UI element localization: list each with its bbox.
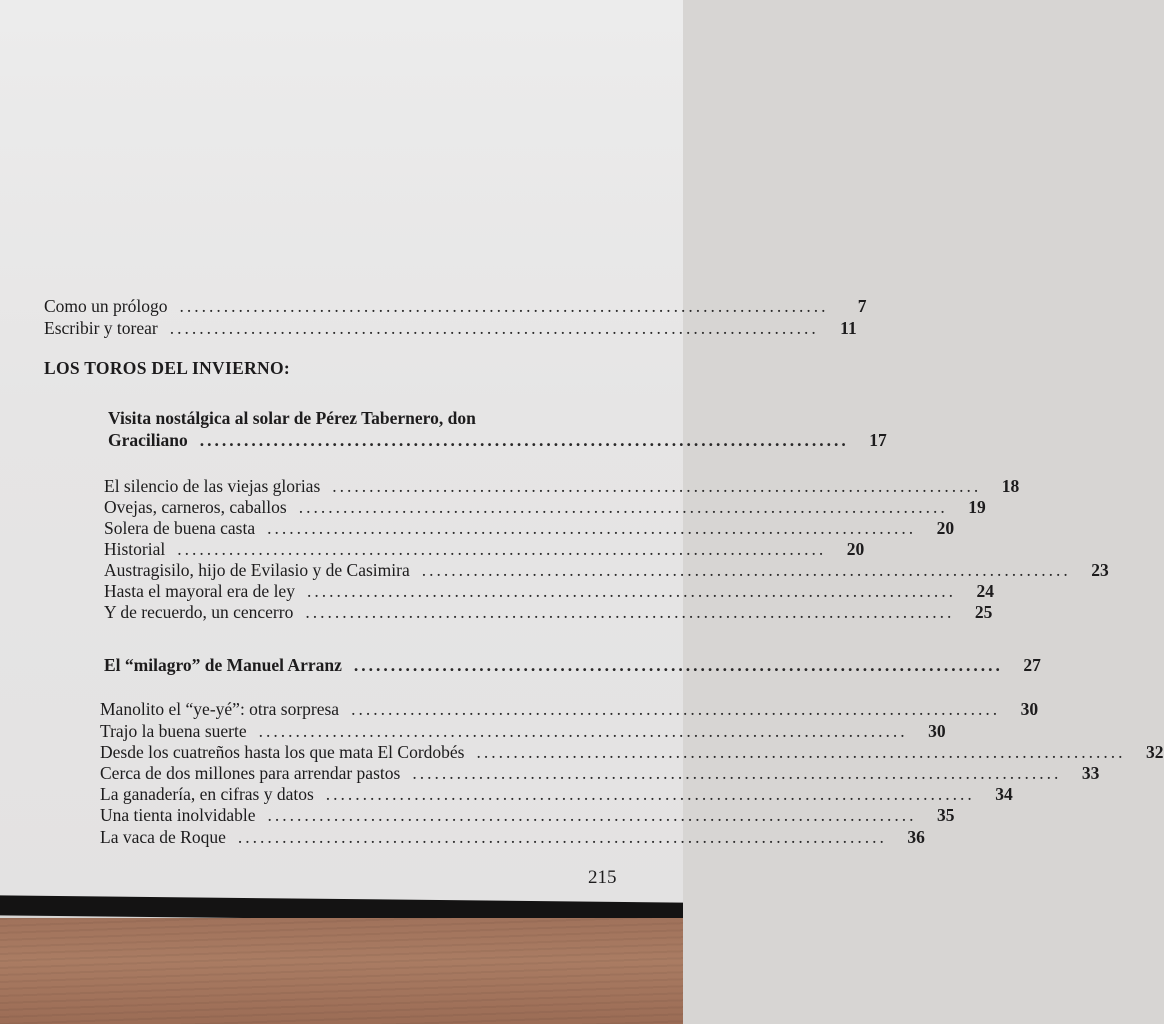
toc-entry [104,560,1109,580]
toc-entry-page: 30 [928,721,946,741]
toc-entry-title: Una tienta inolvidable [100,805,256,825]
toc-entry-page: 25 [974,602,993,622]
chapter-entry [104,655,1041,675]
leader-dots: ........................................................................................ [306,581,956,601]
leader-dots: ........................................................................................ [305,602,955,622]
toc-entry-page: 20 [846,539,865,559]
toc-entry [104,518,955,538]
toc-entry-title: Escribir y torear [44,318,158,338]
toc-entry-title: El silencio de las viejas glorias [104,476,321,496]
toc-entry-page: 30 [1020,699,1039,719]
chapter-title-line: Visita nostálgica al solar de Pérez Tabernero, don [108,408,476,428]
chapter-page: 27 [1023,655,1041,675]
toc-entry-title: Solera de buena casta [104,518,256,538]
toc-entry [100,805,955,825]
leader-dots: ........................................................................................ [169,318,819,338]
toc-entry-title: Como un prólogo [44,296,168,316]
toc-entry [100,699,1039,719]
leader-dots: ........................................................................................ [421,560,1071,580]
toc-entry-title: Ovejas, carneros, caballos [104,497,287,517]
chapter-title: Graciliano [108,430,188,450]
toc-entry [104,476,1020,496]
toc-entry-page: 34 [995,784,1013,804]
chapter-title: El “milagro” de Manuel Arranz [104,655,342,675]
toc-entry [44,318,857,338]
toc-entry-title: Hasta el mayoral era de ley [104,581,295,601]
leader-dots: ........................................................................................ [177,539,827,559]
toc-entry-title: Manolito el “ye-yé”: otra sorpresa [100,699,340,719]
toc-entry [100,742,1164,762]
section-heading: LOS TOROS DEL INVIERNO: [44,358,290,378]
wooden-table-surface [0,918,683,1024]
toc-entry [104,602,993,622]
chapter-entry [108,430,887,450]
leader-dots: ........................................................................................ [267,805,917,825]
toc-entry-title: Trajo la buena suerte [100,721,247,741]
toc-entry [104,581,994,601]
toc-entry-page: 24 [976,581,994,601]
leader-dots: ........................................................................................ [325,784,975,804]
toc-entry-title: Cerca de dos millones para arrendar pastos [100,763,401,783]
toc-entry [100,827,925,847]
toc-entry-title: La ganadería, en cifras y datos [100,784,314,804]
leader-dots: ........................................................................................ [199,430,849,450]
toc-entry-page: 19 [968,497,986,517]
toc-entry-title: La vaca de Roque [100,827,226,847]
toc-entry [104,497,986,517]
leader-dots: ........................................................................................ [258,721,908,741]
leader-dots: ........................................................................................ [353,655,1003,675]
toc-entry-title: Historial [104,539,166,559]
toc-entry [100,763,1100,783]
toc-entry-title: Desde los cuatreños hasta los que mata El Cordobés [100,742,465,762]
leader-dots: ........................................................................................ [267,518,917,538]
leader-dots: ........................................................................................ [237,827,887,847]
toc-entry-title: Austragisilo, hijo de Evilasio y de Casimira [104,560,410,580]
chapter-page: 17 [869,430,887,450]
toc-entry-page: 32 [1146,742,1164,762]
toc-entry-page: 11 [840,318,857,338]
toc-entry-page: 20 [936,518,955,538]
leader-dots: ........................................................................................ [412,763,1062,783]
toc-entry-page: 23 [1091,560,1109,580]
toc-entry [104,539,865,559]
toc-entry-page: 7 [857,296,867,316]
leader-dots: ........................................................................................ [351,699,1001,719]
leader-dots: ........................................................................................ [476,742,1126,762]
toc-entry-page: 33 [1081,763,1100,783]
leader-dots: ........................................................................................ [179,296,829,316]
toc-entry-page: 36 [907,827,925,847]
toc-entry [44,296,867,316]
toc-entry-page: 18 [1001,476,1020,496]
toc-entry [100,721,946,741]
toc-entry [100,784,1013,804]
leader-dots: ........................................................................................ [298,497,948,517]
toc-entry-title: Y de recuerdo, un cencerro [104,602,294,622]
leader-dots: ........................................................................................ [332,476,982,496]
page-number: 215 [588,867,617,888]
toc-entry-page: 35 [937,805,955,825]
